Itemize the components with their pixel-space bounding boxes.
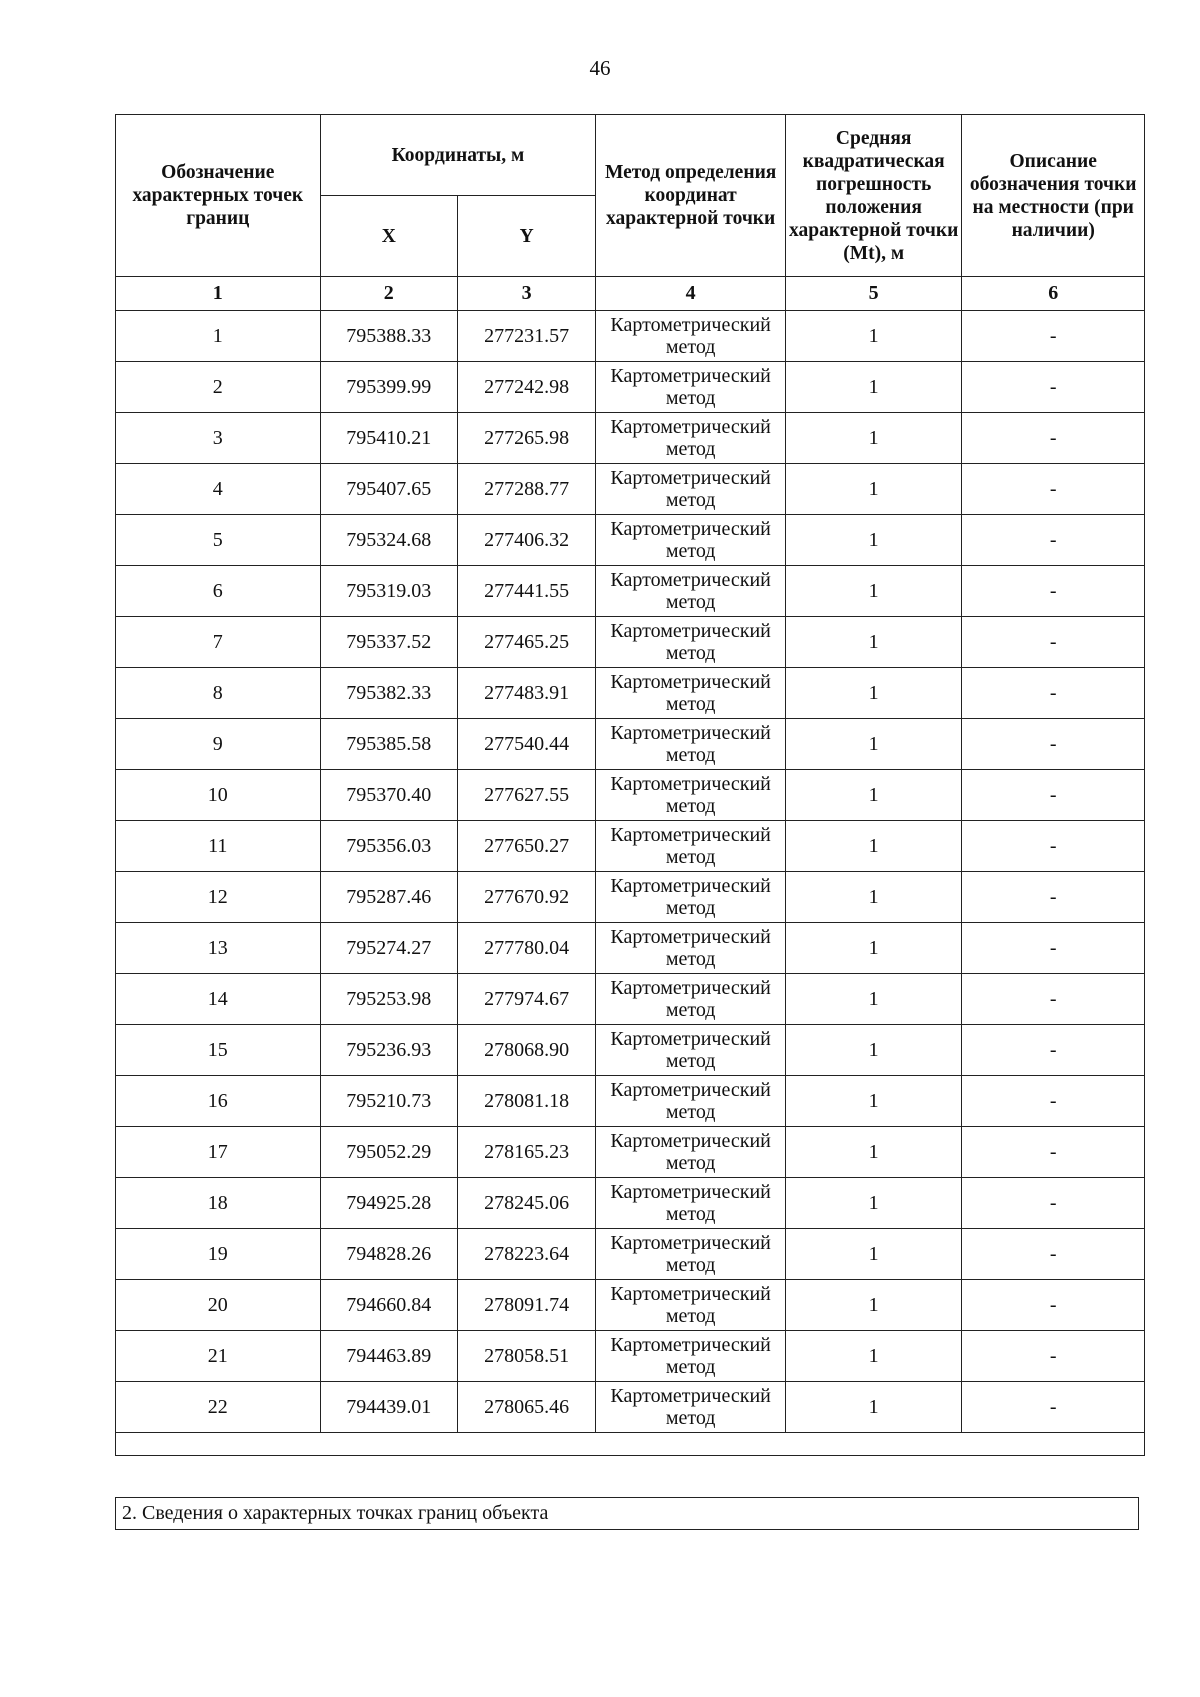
x-coordinate-cell: 794660.84 — [320, 1280, 457, 1331]
point-number-cell: 22 — [116, 1382, 321, 1433]
y-coordinate-cell: 278165.23 — [457, 1127, 595, 1178]
error-cell: 1 — [785, 668, 962, 719]
y-coordinate-cell: 277540.44 — [457, 719, 595, 770]
method-cell: Картометрический метод — [596, 1382, 786, 1433]
x-coordinate-cell: 795407.65 — [320, 464, 457, 515]
point-number-cell: 15 — [116, 1025, 321, 1076]
error-cell: 1 — [785, 872, 962, 923]
description-cell: - — [962, 719, 1145, 770]
description-cell: - — [962, 1076, 1145, 1127]
x-coordinate-cell: 795410.21 — [320, 413, 457, 464]
y-coordinate-cell: 277627.55 — [457, 770, 595, 821]
header-y: Y — [457, 196, 595, 277]
y-coordinate-cell: 277974.67 — [457, 974, 595, 1025]
method-cell: Картометрический метод — [596, 1076, 786, 1127]
table-row — [116, 821, 1145, 872]
table-row — [116, 1229, 1145, 1280]
x-coordinate-cell: 795274.27 — [320, 923, 457, 974]
description-cell: - — [962, 821, 1145, 872]
table-row — [116, 1127, 1145, 1178]
description-cell: - — [962, 1127, 1145, 1178]
point-number-cell: 7 — [116, 617, 321, 668]
table-row — [116, 719, 1145, 770]
x-coordinate-cell: 795385.58 — [320, 719, 457, 770]
description-cell: - — [962, 413, 1145, 464]
point-number-cell: 14 — [116, 974, 321, 1025]
point-number-cell: 19 — [116, 1229, 321, 1280]
description-cell: - — [962, 362, 1145, 413]
method-cell: Картометрический метод — [596, 1178, 786, 1229]
coordinates-table — [115, 114, 1145, 1456]
column-number: 5 — [785, 277, 962, 311]
y-coordinate-cell: 278223.64 — [457, 1229, 595, 1280]
column-number: 3 — [457, 277, 595, 311]
column-number: 2 — [320, 277, 457, 311]
point-number-cell: 9 — [116, 719, 321, 770]
description-cell: - — [962, 566, 1145, 617]
point-number-cell: 11 — [116, 821, 321, 872]
column-number: 4 — [596, 277, 786, 311]
table-row — [116, 1382, 1145, 1433]
method-cell: Картометрический метод — [596, 872, 786, 923]
method-cell: Картометрический метод — [596, 617, 786, 668]
y-coordinate-cell: 278058.51 — [457, 1331, 595, 1382]
method-cell: Картометрический метод — [596, 566, 786, 617]
error-cell: 1 — [785, 1076, 962, 1127]
point-number-cell: 20 — [116, 1280, 321, 1331]
point-number-cell: 17 — [116, 1127, 321, 1178]
description-cell: - — [962, 1280, 1145, 1331]
y-coordinate-cell: 277406.32 — [457, 515, 595, 566]
x-coordinate-cell: 795370.40 — [320, 770, 457, 821]
error-cell: 1 — [785, 1331, 962, 1382]
header-method: Метод определения координат характерной точки — [596, 115, 786, 277]
method-cell: Картометрический метод — [596, 1127, 786, 1178]
point-number-cell: 4 — [116, 464, 321, 515]
y-coordinate-cell: 278065.46 — [457, 1382, 595, 1433]
description-cell: - — [962, 872, 1145, 923]
x-coordinate-cell: 795382.33 — [320, 668, 457, 719]
x-coordinate-cell: 794463.89 — [320, 1331, 457, 1382]
header-designation: Обозначение характерных точек границ — [116, 115, 321, 277]
description-cell: - — [962, 1025, 1145, 1076]
table-row — [116, 872, 1145, 923]
x-coordinate-cell: 795319.03 — [320, 566, 457, 617]
error-cell: 1 — [785, 1178, 962, 1229]
error-cell: 1 — [785, 821, 962, 872]
error-cell: 1 — [785, 770, 962, 821]
point-number-cell: 10 — [116, 770, 321, 821]
description-cell: - — [962, 464, 1145, 515]
point-number-cell: 6 — [116, 566, 321, 617]
table-row — [116, 770, 1145, 821]
description-cell: - — [962, 617, 1145, 668]
description-cell: - — [962, 515, 1145, 566]
error-cell: 1 — [785, 1280, 962, 1331]
point-number-cell: 21 — [116, 1331, 321, 1382]
point-number-cell: 2 — [116, 362, 321, 413]
method-cell: Картометрический метод — [596, 821, 786, 872]
y-coordinate-cell: 277670.92 — [457, 872, 595, 923]
y-coordinate-cell: 277242.98 — [457, 362, 595, 413]
method-cell: Картометрический метод — [596, 362, 786, 413]
y-coordinate-cell: 278245.06 — [457, 1178, 595, 1229]
error-cell: 1 — [785, 1025, 962, 1076]
x-coordinate-cell: 795388.33 — [320, 311, 457, 362]
table-row — [116, 1025, 1145, 1076]
error-cell: 1 — [785, 566, 962, 617]
table-row — [116, 1178, 1145, 1229]
table-row — [116, 362, 1145, 413]
y-coordinate-cell: 277483.91 — [457, 668, 595, 719]
method-cell: Картометрический метод — [596, 515, 786, 566]
point-number-cell: 12 — [116, 872, 321, 923]
table-row — [116, 515, 1145, 566]
x-coordinate-cell: 795337.52 — [320, 617, 457, 668]
header-x: X — [320, 196, 457, 277]
error-cell: 1 — [785, 1127, 962, 1178]
method-cell: Картометрический метод — [596, 1229, 786, 1280]
description-cell: - — [962, 1229, 1145, 1280]
method-cell: Картометрический метод — [596, 1025, 786, 1076]
error-cell: 1 — [785, 1229, 962, 1280]
point-number-cell: 13 — [116, 923, 321, 974]
x-coordinate-cell: 795399.99 — [320, 362, 457, 413]
header-description: Описание обозначения точки на местности (при наличии) — [962, 115, 1145, 277]
method-cell: Картометрический метод — [596, 1331, 786, 1382]
empty-row — [116, 1433, 1145, 1456]
point-number-cell: 16 — [116, 1076, 321, 1127]
error-cell: 1 — [785, 974, 962, 1025]
column-numbers-row — [116, 277, 1145, 311]
method-cell: Картометрический метод — [596, 413, 786, 464]
point-number-cell: 3 — [116, 413, 321, 464]
table-row — [116, 1076, 1145, 1127]
y-coordinate-cell: 277288.77 — [457, 464, 595, 515]
table-row — [116, 923, 1145, 974]
method-cell: Картометрический метод — [596, 464, 786, 515]
method-cell: Картометрический метод — [596, 770, 786, 821]
column-number: 1 — [116, 277, 321, 311]
method-cell: Картометрический метод — [596, 923, 786, 974]
method-cell: Картометрический метод — [596, 974, 786, 1025]
x-coordinate-cell: 794925.28 — [320, 1178, 457, 1229]
x-coordinate-cell: 795052.29 — [320, 1127, 457, 1178]
error-cell: 1 — [785, 719, 962, 770]
table-row — [116, 617, 1145, 668]
y-coordinate-cell: 277650.27 — [457, 821, 595, 872]
error-cell: 1 — [785, 464, 962, 515]
page-number: 46 — [589, 56, 611, 80]
error-cell: 1 — [785, 1382, 962, 1433]
description-cell: - — [962, 1331, 1145, 1382]
point-number-cell: 8 — [116, 668, 321, 719]
error-cell: 1 — [785, 923, 962, 974]
y-coordinate-cell: 277780.04 — [457, 923, 595, 974]
x-coordinate-cell: 794439.01 — [320, 1382, 457, 1433]
x-coordinate-cell: 794828.26 — [320, 1229, 457, 1280]
error-cell: 1 — [785, 515, 962, 566]
y-coordinate-cell: 277465.25 — [457, 617, 595, 668]
x-coordinate-cell: 795287.46 — [320, 872, 457, 923]
error-cell: 1 — [785, 362, 962, 413]
table-body — [116, 311, 1145, 1433]
method-cell: Картометрический метод — [596, 719, 786, 770]
error-cell: 1 — [785, 311, 962, 362]
table-row — [116, 566, 1145, 617]
x-coordinate-cell: 795324.68 — [320, 515, 457, 566]
method-cell: Картометрический метод — [596, 668, 786, 719]
column-number: 6 — [962, 277, 1145, 311]
point-number-cell: 1 — [116, 311, 321, 362]
x-coordinate-cell: 795356.03 — [320, 821, 457, 872]
table-row — [116, 974, 1145, 1025]
empty-cell — [116, 1433, 1145, 1456]
table-row — [116, 413, 1145, 464]
y-coordinate-cell: 278081.18 — [457, 1076, 595, 1127]
y-coordinate-cell: 277231.57 — [457, 311, 595, 362]
method-cell: Картометрический метод — [596, 1280, 786, 1331]
header-error: Средняя квадратическая погрешность положения характерной точки (Мt), м — [785, 115, 962, 277]
x-coordinate-cell: 795210.73 — [320, 1076, 457, 1127]
description-cell: - — [962, 923, 1145, 974]
description-cell: - — [962, 1382, 1145, 1433]
description-cell: - — [962, 311, 1145, 362]
x-coordinate-cell: 795253.98 — [320, 974, 457, 1025]
description-cell: - — [962, 974, 1145, 1025]
error-cell: 1 — [785, 413, 962, 464]
table-row — [116, 1331, 1145, 1382]
method-cell: Картометрический метод — [596, 311, 786, 362]
table-row — [116, 311, 1145, 362]
description-cell: - — [962, 1178, 1145, 1229]
point-number-cell: 5 — [116, 515, 321, 566]
description-cell: - — [962, 770, 1145, 821]
table-row — [116, 668, 1145, 719]
y-coordinate-cell: 278091.74 — [457, 1280, 595, 1331]
x-coordinate-cell: 795236.93 — [320, 1025, 457, 1076]
y-coordinate-cell: 277265.98 — [457, 413, 595, 464]
y-coordinate-cell: 278068.90 — [457, 1025, 595, 1076]
header-coordinates: Координаты, м — [320, 115, 596, 196]
point-number-cell: 18 — [116, 1178, 321, 1229]
table-row — [116, 1280, 1145, 1331]
description-cell: - — [962, 668, 1145, 719]
section-title: 2. Сведения о характерных точках границ объекта — [115, 1497, 1139, 1530]
table-row — [116, 464, 1145, 515]
y-coordinate-cell: 277441.55 — [457, 566, 595, 617]
error-cell: 1 — [785, 617, 962, 668]
